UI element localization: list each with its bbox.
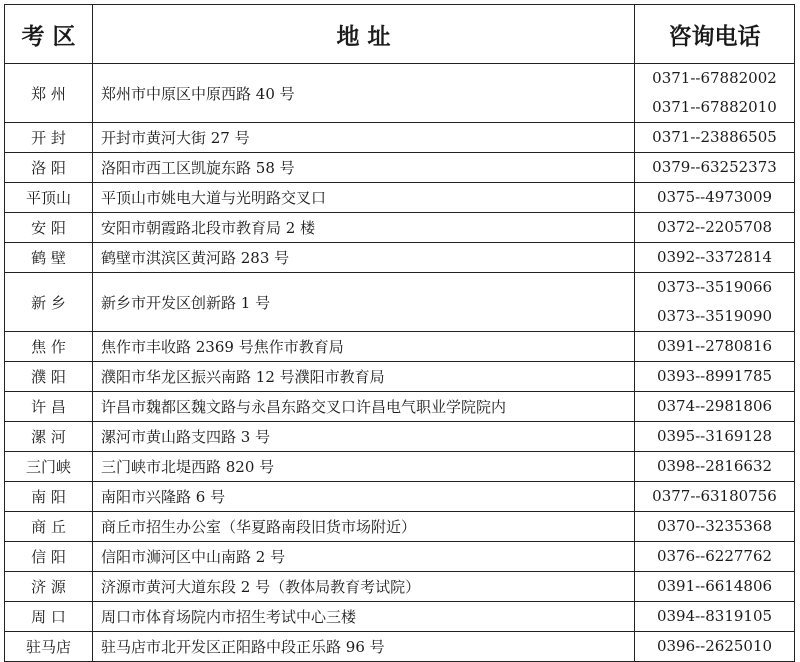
phone-number: 0373--3519066 [656, 278, 773, 296]
phone-cell [635, 392, 795, 422]
area-cell: 安 阳 [5, 213, 93, 243]
phone-cell [635, 64, 795, 123]
header-phone: 咨询电话 [635, 5, 795, 64]
address-cell: 开封市黄河大街 27 号 [93, 123, 635, 153]
area-cell: 济 源 [5, 572, 93, 602]
table-row [5, 123, 795, 153]
phone-number: 0373--3519090 [656, 307, 773, 325]
area-cell: 郑 州 [5, 64, 93, 123]
table-header-row [5, 5, 795, 64]
phone-cell [635, 183, 795, 213]
phone-cell [635, 153, 795, 183]
phone-number: 0392--3372814 [656, 248, 773, 266]
area-cell: 周 口 [5, 602, 93, 632]
phone-number: 0396--2625010 [656, 637, 773, 655]
phone-cell [635, 332, 795, 362]
phone-cell [635, 362, 795, 392]
phone-number: 0371--67882010 [652, 98, 777, 116]
address-cell: 济源市黄河大道东段 2 号（教体局教育考试院） [93, 572, 635, 602]
phone-number: 0395--3169128 [656, 427, 773, 445]
table-row [5, 64, 795, 123]
address-cell: 三门峡市北堤西路 820 号 [93, 452, 635, 482]
table-row [5, 422, 795, 452]
phone-cell [635, 512, 795, 542]
phone-number: 0379--63252373 [652, 158, 777, 176]
table-row [5, 362, 795, 392]
address-cell: 信阳市浉河区中山南路 2 号 [93, 542, 635, 572]
area-cell: 濮 阳 [5, 362, 93, 392]
address-cell: 焦作市丰收路 2369 号焦作市教育局 [93, 332, 635, 362]
address-cell: 商丘市招生办公室（华夏路南段旧货市场附近） [93, 512, 635, 542]
address-cell: 濮阳市华龙区振兴南路 12 号濮阳市教育局 [93, 362, 635, 392]
address-cell: 周口市体育场院内市招生考试中心三楼 [93, 602, 635, 632]
table-body [5, 64, 795, 662]
phone-cell [635, 452, 795, 482]
area-cell: 鹤 壁 [5, 243, 93, 273]
address-cell: 漯河市黄山路支四路 3 号 [93, 422, 635, 452]
address-cell: 洛阳市西工区凯旋东路 58 号 [93, 153, 635, 183]
phone-cell [635, 243, 795, 273]
phone-cell [635, 602, 795, 632]
table-row [5, 273, 795, 332]
phone-number: 0371--67882002 [652, 69, 777, 87]
phone-cell [635, 123, 795, 153]
phone-cell [635, 542, 795, 572]
phone-cell [635, 273, 795, 332]
exam-area-contact-table [4, 4, 795, 662]
phone-number: 0372--2205708 [656, 218, 773, 236]
table-row [5, 153, 795, 183]
phone-number: 0375--4973009 [656, 188, 773, 206]
area-cell: 信 阳 [5, 542, 93, 572]
phone-number: 0371--23886505 [652, 128, 777, 146]
phone-number: 0391--6614806 [656, 577, 773, 595]
address-cell: 鹤壁市淇滨区黄河路 283 号 [93, 243, 635, 273]
phone-cell [635, 422, 795, 452]
address-cell: 平顶山市姚电大道与光明路交叉口 [93, 183, 635, 213]
address-cell: 郑州市中原区中原西路 40 号 [93, 64, 635, 123]
table-row [5, 482, 795, 512]
table-row [5, 183, 795, 213]
phone-cell [635, 632, 795, 662]
area-cell: 洛 阳 [5, 153, 93, 183]
phone-cell [635, 482, 795, 512]
phone-cell [635, 213, 795, 243]
phone-number: 0370--3235368 [656, 517, 773, 535]
address-cell: 安阳市朝霞路北段市教育局 2 楼 [93, 213, 635, 243]
table-row [5, 542, 795, 572]
header-area: 考 区 [5, 5, 93, 64]
area-cell: 商 丘 [5, 512, 93, 542]
phone-number: 0393--8991785 [656, 367, 773, 385]
area-cell: 焦 作 [5, 332, 93, 362]
address-cell: 许昌市魏都区魏文路与永昌东路交叉口许昌电气职业学院院内 [93, 392, 635, 422]
header-address: 地 址 [93, 5, 635, 64]
area-cell: 平顶山 [5, 183, 93, 213]
phone-number: 0391--2780816 [656, 337, 773, 355]
area-cell: 三门峡 [5, 452, 93, 482]
table-row [5, 243, 795, 273]
address-cell: 新乡市开发区创新路 1 号 [93, 273, 635, 332]
address-cell: 南阳市兴隆路 6 号 [93, 482, 635, 512]
phone-number: 0377--63180756 [652, 487, 777, 505]
table-row [5, 602, 795, 632]
table-row [5, 332, 795, 362]
table-row [5, 632, 795, 662]
address-cell: 驻马店市北开发区正阳路中段正乐路 96 号 [93, 632, 635, 662]
phone-number: 0398--2816632 [656, 457, 773, 475]
table-row [5, 392, 795, 422]
area-cell: 驻马店 [5, 632, 93, 662]
area-cell: 南 阳 [5, 482, 93, 512]
table-row [5, 213, 795, 243]
phone-number: 0394--8319105 [656, 607, 773, 625]
table-row [5, 512, 795, 542]
area-cell: 漯 河 [5, 422, 93, 452]
phone-number: 0376--6227762 [656, 547, 773, 565]
table-row [5, 572, 795, 602]
phone-cell [635, 572, 795, 602]
table-row [5, 452, 795, 482]
area-cell: 新 乡 [5, 273, 93, 332]
phone-number: 0374--2981806 [656, 397, 773, 415]
area-cell: 许 昌 [5, 392, 93, 422]
area-cell: 开 封 [5, 123, 93, 153]
